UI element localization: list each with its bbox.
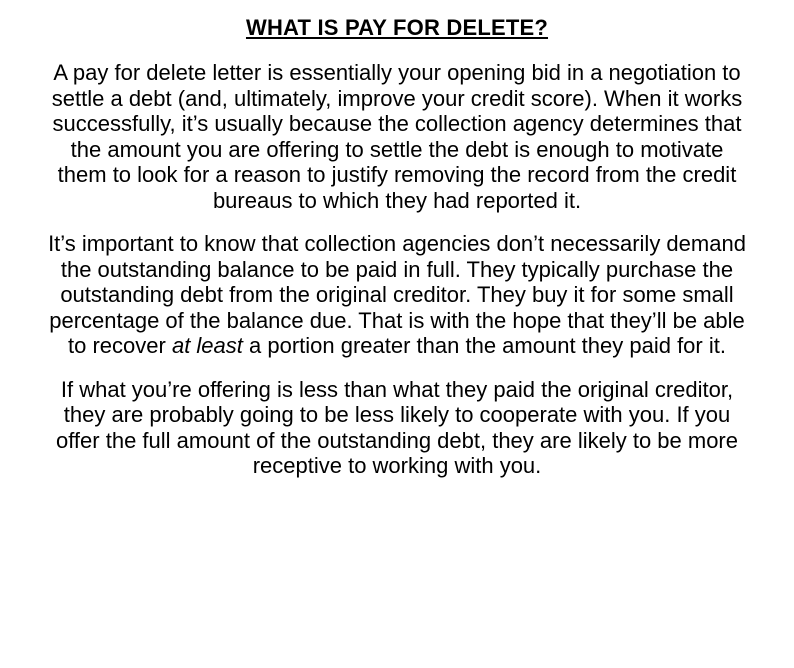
paragraph-text-end: a portion greater than the amount they paid for it. [242,333,726,358]
emphasis-text: at least [171,333,243,358]
paragraph-definition: A pay for delete letter is essentially your opening bid in a negotiation to settle a debt (and, ultimately, improve your credit score). When it works successfully, it’s usually because the collection agency determines that the amount you are offering to settle the debt is enough to motivate them to look for a reason to justify removing the record from the credit bureaus to which they had reported it. [51,60,743,213]
paragraph-collection-agencies [47,231,747,359]
paragraph-text-start: It’s important to know that collection agencies don’t necessarily demand the outstanding balance to be paid in full. They typically purchase the outstanding debt from the original creditor. They buy it for some small percentage of the balance due. That is with the hope that they’ll be able to recover [48,231,746,358]
paragraph-offer-amount: If what you’re offering is less than what they paid the original creditor, they are probably going to be less likely to cooperate with you. If you offer the full amount of the outstanding debt, they are likely to be more receptive to working with you. [55,376,738,478]
page-title: WHAT IS PAY FOR DELETE? [245,15,549,40]
